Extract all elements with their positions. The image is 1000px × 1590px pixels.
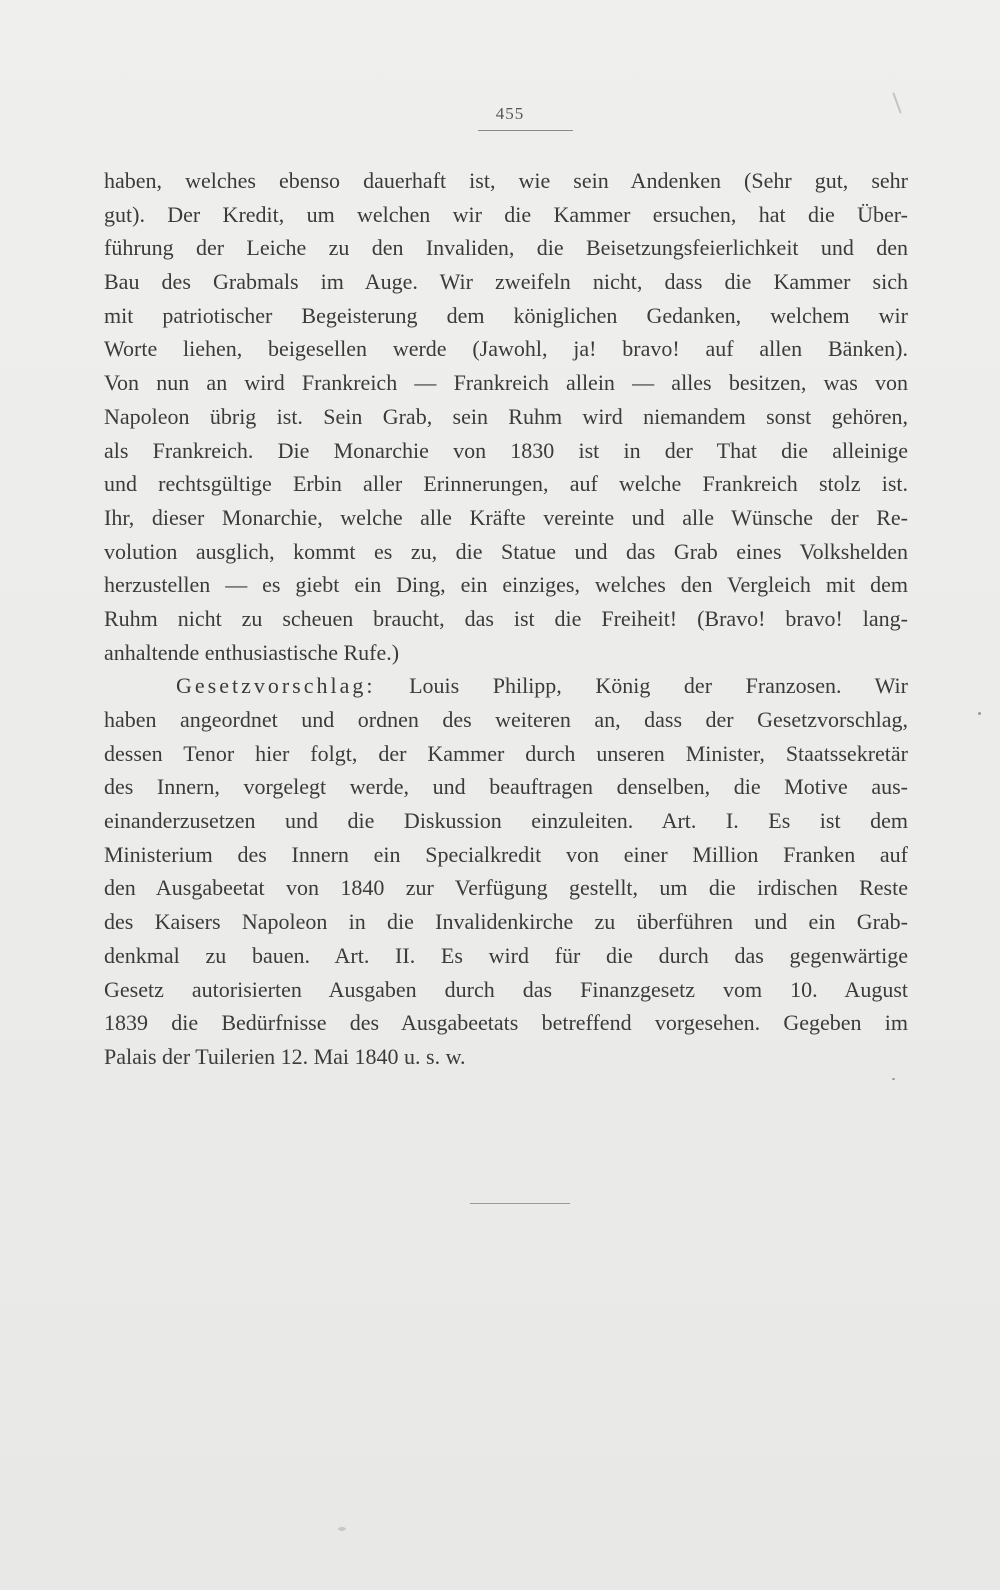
text-line: gut). Der Kredit, um welchen wir die Kammer ersuchen, hat die Über- — [104, 201, 908, 227]
paper-speck — [978, 712, 981, 715]
paragraph-1 — [104, 164, 908, 669]
text-line: des Kaisers Napoleon in die Invalidenkirche zu überführen und ein Grab- — [104, 909, 908, 935]
text-line: haben angeordnet und ordnen des weiteren an, dass der Gesetzvorschlag, — [104, 707, 908, 732]
text-line: Bau des Grabmals im Auge. Wir zweifeln nicht, dass die Kammer sich — [104, 269, 908, 295]
text-line: haben, welches ebenso dauerhaft ist, wie sein Andenken (Sehr gut, sehr — [104, 168, 908, 193]
text-line: des Innern, vorgelegt werde, und beauftragen denselben, die Motive aus- — [104, 774, 908, 800]
spaced-heading: Gesetzvorschlag: — [176, 673, 376, 699]
text-line: volution ausglich, kommt es zu, die Statue und das Grab eines Volkshelden — [104, 538, 908, 564]
text-line: dessen Tenor hier folgt, der Kammer durch unseren Minister, Staatssekretär — [104, 740, 908, 766]
text-line: Ihr, dieser Monarchie, welche alle Kräfte vereinte und alle Wünsche der Re- — [104, 504, 908, 530]
text-line: 1839 die Bedürfnisse des Ausgabeetats betreffend vorgesehen. Gegeben im — [104, 1010, 908, 1036]
header-rule — [478, 130, 573, 131]
text-line: Gesetz autorisierten Ausgaben durch das Finanzgesetz vom 10. August — [104, 976, 908, 1002]
text-line: Napoleon übrig ist. Sein Grab, sein Ruhm wird niemandem sonst gehören, — [104, 403, 908, 429]
text-line: denkmal zu bauen. Art. II. Es wird für die durch das gegenwärtige — [104, 942, 908, 968]
page-number: 455 — [495, 104, 525, 123]
paper-speck — [892, 1078, 895, 1080]
text-line: mit patriotischer Begeisterung dem königlichen Gedanken, welchem wir — [104, 302, 908, 328]
text-line: Ruhm nicht zu scheuen braucht, das ist die Freiheit! (Bravo! bravo! lang- — [104, 605, 908, 631]
text-line: als Frankreich. Die Monarchie von 1830 ist in der That die alleinige — [104, 437, 908, 463]
text-line: und rechtsgültige Erbin aller Erinnerungen, auf welche Frankreich stolz ist. — [104, 471, 908, 497]
paragraph-2 — [104, 669, 908, 1073]
text-line: Worte liehen, beigesellen werde (Jawohl, ja! bravo! auf allen Bänken). — [104, 336, 908, 362]
text-line: Ministerium des Innern ein Specialkredit von einer Million Franken auf — [104, 841, 908, 867]
text-line: führung der Leiche zu den Invaliden, die Beisetzungsfeierlichkeit und den — [104, 235, 908, 261]
text-line: Palais der Tuilerien 12. Mai 1840 u. s. w. — [104, 1043, 466, 1069]
text-line-first — [104, 669, 908, 703]
text-line: anhaltende enthusiastische Rufe.) — [104, 639, 400, 665]
text-line: einanderzusetzen und die Diskussion einzuleiten. Art. I. Es ist dem — [104, 808, 908, 834]
text-run: Louis Philipp, König der Franzosen. Wir — [375, 673, 908, 699]
footer-rule — [470, 1203, 570, 1204]
paper-speck — [892, 92, 901, 113]
text-line: Von nun an wird Frankreich — Frankreich allein — alles besitzen, was von — [104, 370, 908, 396]
text-line: herzustellen — es giebt ein Ding, ein einziges, welches den Vergleich mit dem — [104, 572, 908, 598]
text-line: den Ausgabeetat von 1840 zur Verfügung gestellt, um die irdischen Reste — [104, 875, 908, 901]
body-text — [104, 164, 908, 1074]
paper-speck — [338, 1527, 346, 1531]
